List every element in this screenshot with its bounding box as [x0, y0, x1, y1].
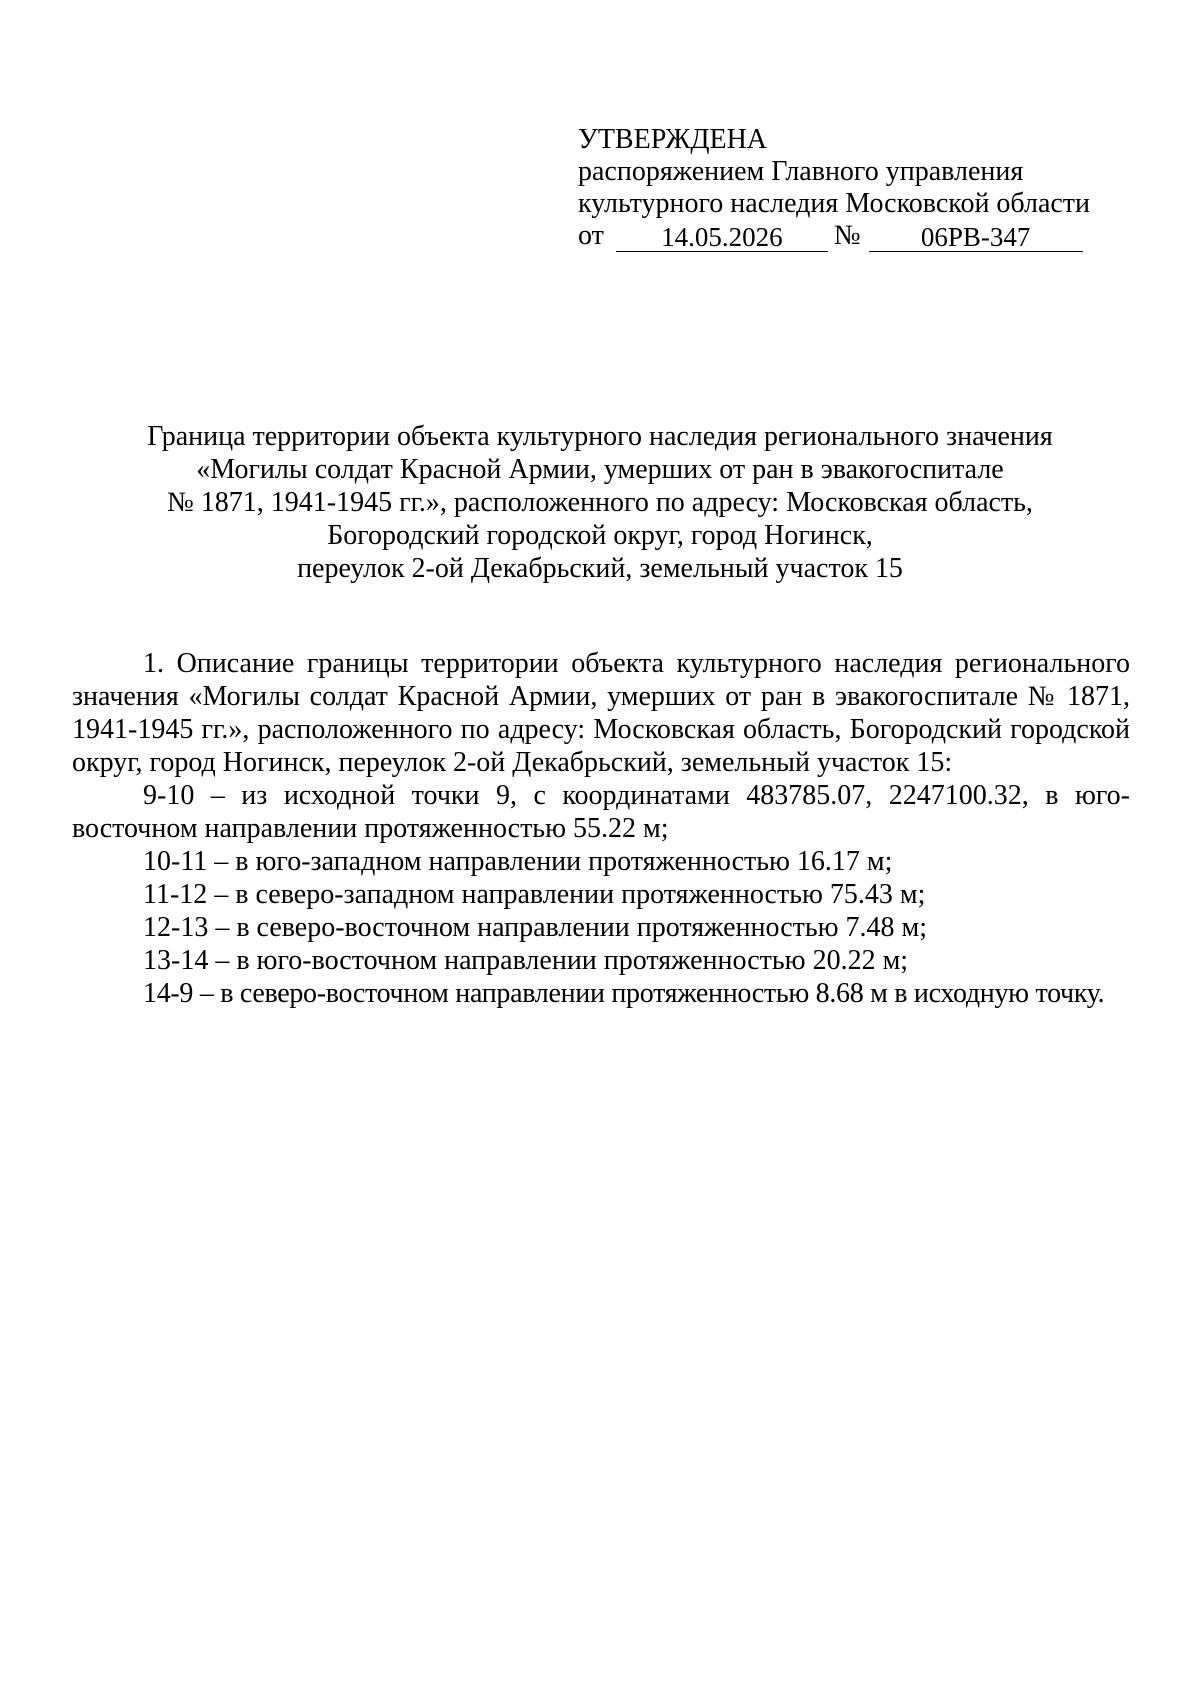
boundary-description-intro: 1. Описание границы территории объекта культурного наследия регионального значения «Могилы солдат Красной Армии, умерших от ран в эвакогоспитале № 1871, 1941-1945 гг.», расположенного по адресу: Московская область, Богородский городской округ, город Ногинск, переулок 2-ой Декабрьский, земельный участок 15:	[72, 648, 1130, 778]
boundary-segment: 10-11 – в юго-западном направлении протяженностью 16.17 м;	[143, 846, 893, 877]
boundary-segment: 9-10 – из исходной точки 9, с координатами 483785.07, 2247100.32, в юго-восточном направлении протяженностью 55.22 м;	[72, 780, 1130, 844]
boundary-segment: 11-12 – в северо-западном направлении протяженностью 75.43 м;	[143, 879, 926, 910]
title-line: Граница территории объекта культурного наследия регионального значения	[147, 421, 1053, 452]
boundary-segment: 12-13 – в северо-восточном направлении протяженностью 7.48 м;	[143, 912, 928, 943]
approval-heading: УТВЕРЖДЕНА	[578, 124, 768, 155]
boundary-segment: 13-14 – в юго-восточном направлении протяженностью 20.22 м;	[143, 945, 909, 976]
approval-date: 14.05.2026	[616, 223, 828, 252]
approval-reference	[578, 220, 1118, 252]
approval-stamp	[578, 124, 1118, 252]
from-label: от	[578, 220, 604, 251]
title-line: Богородский городской округ, город Ногинск,	[327, 520, 873, 551]
document-title	[60, 420, 1140, 585]
approval-line-1: распоряжением Главного управления	[578, 156, 1024, 187]
title-line: переулок 2-ой Декабрьский, земельный участок 15	[297, 553, 903, 584]
approval-line-2: культурного наследия Московской области	[578, 188, 1091, 219]
boundary-segment: 14-9 – в северо-восточном направлении протяженностью 8.68 м в исходную точку.	[143, 978, 1105, 1009]
approval-number: 06РВ-347	[869, 223, 1083, 252]
document-body	[72, 647, 1130, 1010]
title-line: № 1871, 1941-1945 гг.», расположенного по адресу: Московская область,	[167, 487, 1033, 518]
title-line: «Могилы солдат Красной Армии, умерших от ран в эвакогоспитале	[196, 454, 1004, 485]
number-sign: №	[833, 220, 861, 251]
